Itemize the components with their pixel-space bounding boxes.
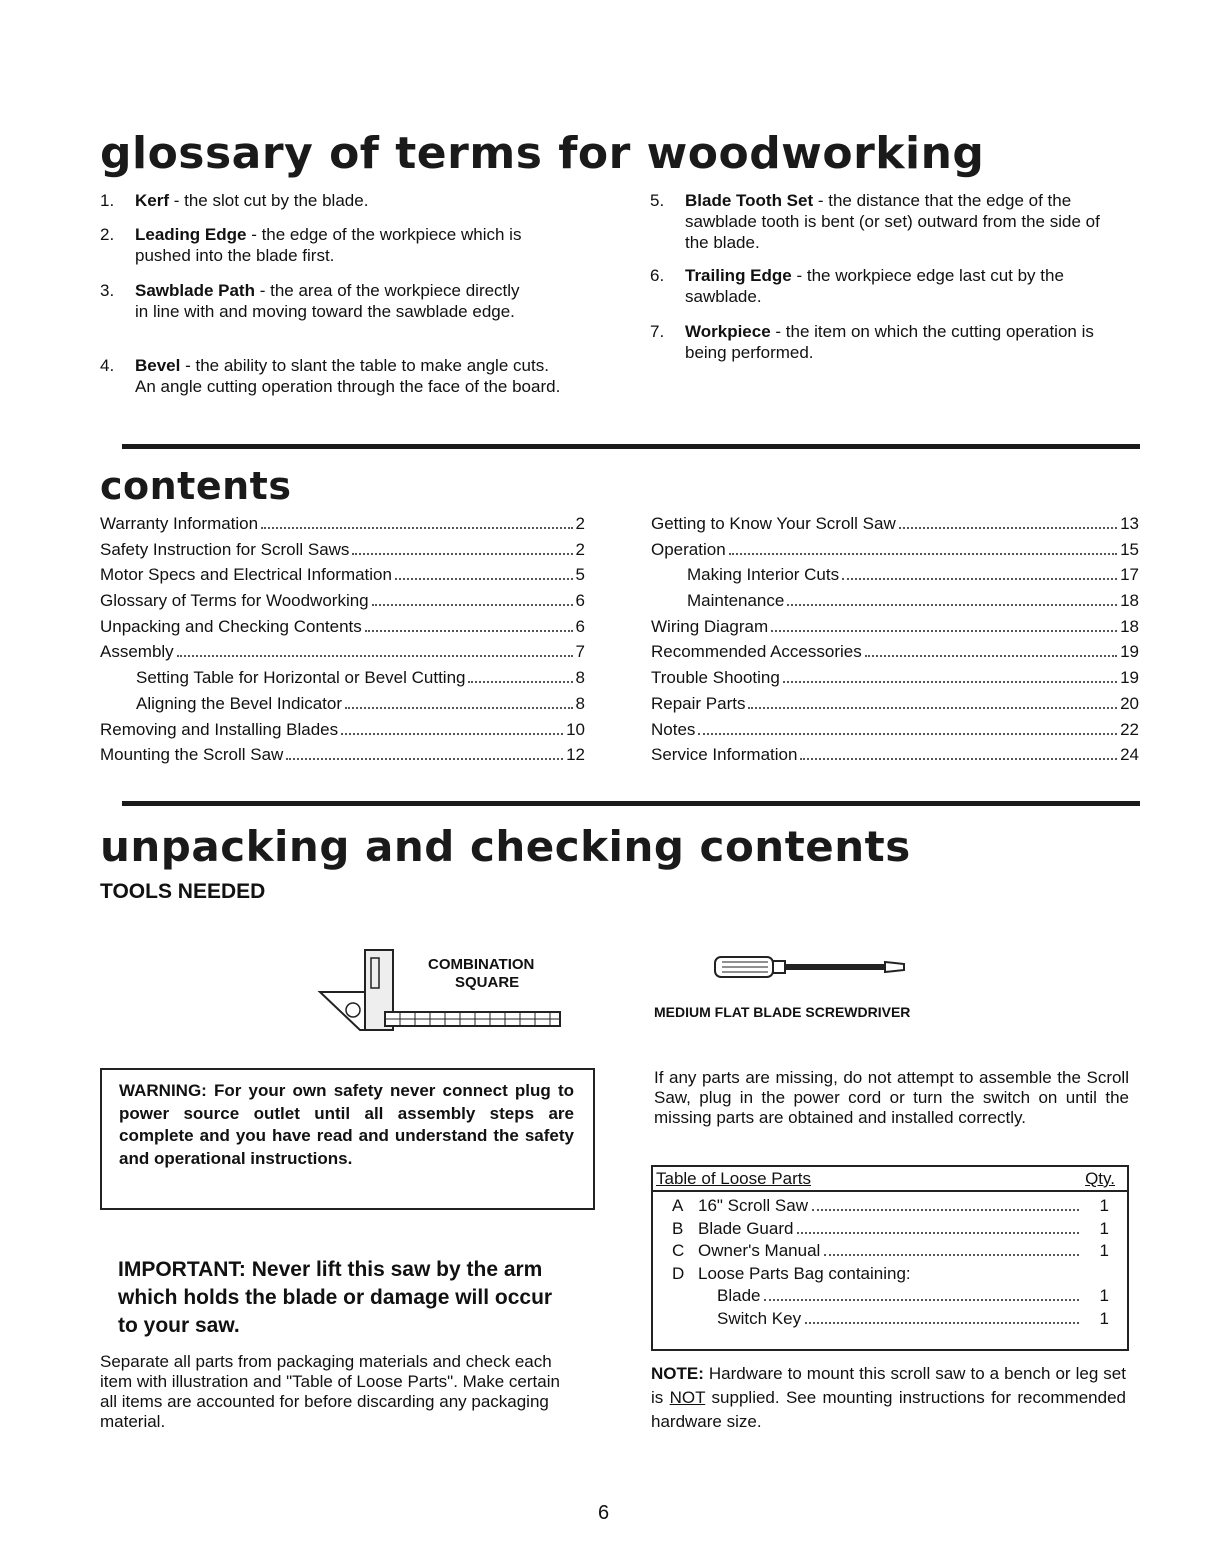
toc-entry: Safety Instruction for Scroll Saws 2 — [100, 539, 585, 559]
table-row: A 16" Scroll Saw 1 — [672, 1196, 1109, 1215]
divider-rule — [122, 444, 1140, 449]
page-number: 6 — [598, 1502, 610, 1524]
toc-entry: Operation 15 — [651, 539, 1139, 559]
table-row: D Loose Parts Bag containing: — [672, 1263, 911, 1283]
glossary-right-column — [650, 190, 1130, 365]
screwdriver-illustration — [712, 952, 912, 982]
toc-entry: Repair Parts 20 — [651, 693, 1139, 713]
combination-square-illustration — [315, 940, 565, 1035]
table-row: Switch Key 1 — [717, 1308, 1109, 1328]
glossary-item-3: 3. Sawblade Path - the area of the workpiece directly in line with and moving toward the sawblade edge. — [100, 281, 520, 321]
toc-entry: Mounting the Scroll Saw 12 — [100, 745, 585, 765]
toc-entry: Notes 22 — [651, 719, 1139, 739]
toc-entry: Making Interior Cuts 17 — [687, 565, 1139, 585]
toc-entry: Recommended Accessories 19 — [651, 642, 1139, 662]
toc-entry: Warranty Information 2 — [100, 514, 585, 533]
glossary-item-7: 7. Workpiece - the item on which the cutting operation is being performed. — [650, 322, 1094, 362]
toc-entry: Unpacking and Checking Contents 6 — [100, 616, 585, 636]
table-row: Blade 1 — [717, 1286, 1109, 1305]
loose-parts-header-rule — [653, 1190, 1127, 1192]
toc-entry: Maintenance 18 — [687, 591, 1139, 611]
loose-parts-table — [651, 1165, 1129, 1351]
combination-square-label-line1: COMBINATION — [428, 956, 535, 973]
missing-parts-paragraph: If any parts are missing, do not attempt to assemble the Scroll Saw, plug in the power cord or turn the switch on until the missing parts are obtained and installed correctly. — [654, 1068, 1129, 1127]
contents-right-list — [651, 514, 1139, 771]
glossary-title: glossary of terms for woodworking — [100, 128, 985, 179]
table-row: C Owner's Manual 1 — [672, 1241, 1109, 1260]
combination-square-label-line2: SQUARE — [455, 974, 520, 991]
separate-parts-paragraph: Separate all parts from packaging materials and check each item with illustration and "Table of Loose Parts". Make certain all items are accounted for before discarding any packaging material. — [100, 1352, 560, 1431]
level-vial — [346, 1003, 360, 1017]
screwdriver-shaft — [785, 964, 885, 970]
toc-entry: Aligning the Bevel Indicator 8 — [136, 693, 585, 713]
important-notice: IMPORTANT: Never lift this saw by the arm which holds the blade or damage will occur to your saw. — [118, 1258, 553, 1337]
unpacking-title: unpacking and checking contents — [100, 822, 911, 871]
toc-entry: Getting to Know Your Scroll Saw 13 — [651, 514, 1139, 533]
contents-left-list — [100, 514, 585, 771]
toc-entry: Glossary of Terms for Woodworking 6 — [100, 591, 585, 611]
warning-text: WARNING: For your own safety never connect plug to power source outlet until all assembly steps are complete and you have read and understand the safety and operational instructions. — [119, 1081, 574, 1168]
table-row: B Blade Guard 1 — [672, 1218, 1109, 1238]
loose-parts-header: Table of Loose Parts Qty. — [656, 1169, 1115, 1188]
hardware-note: NOTE: Hardware to mount this scroll saw to a bench or leg set is NOT supplied. See mounting instructions for recommended hardware size. — [651, 1364, 1126, 1431]
glossary-item-4: 4. Bevel - the ability to slant the table to make angle cuts. An angle cutting operation through the face of the board. — [100, 356, 561, 396]
glossary-item-5: 5. Blade Tooth Set - the distance that the edge of the sawblade tooth is bent (or set) outward from the side of the blade. — [650, 191, 1100, 252]
divider-rule — [122, 801, 1140, 806]
warning-box — [100, 1068, 595, 1210]
toc-entry: Wiring Diagram 18 — [651, 616, 1139, 636]
glossary-item-2: 2. Leading Edge - the edge of the workpiece which is pushed into the blade first. — [100, 225, 522, 265]
toc-entry: Trouble Shooting 19 — [651, 668, 1139, 688]
glossary-item-1: 1. Kerf - the slot cut by the blade. — [100, 191, 369, 210]
glossary-item-6: 6. Trailing Edge - the workpiece edge last cut by the sawblade. — [650, 266, 1064, 306]
toc-entry: Motor Specs and Electrical Information 5 — [100, 565, 585, 585]
screwdriver-tip — [885, 962, 904, 972]
screwdriver-label: MEDIUM FLAT BLADE SCREWDRIVER — [654, 1004, 911, 1020]
toc-entry: Service Information 24 — [651, 745, 1139, 765]
toc-entry: Assembly 7 — [100, 642, 585, 662]
contents-title: contents — [100, 464, 292, 508]
toc-entry: Removing and Installing Blades 10 — [100, 719, 585, 739]
glossary-left-column — [100, 190, 570, 418]
toc-entry: Setting Table for Horizontal or Bevel Cutting 8 — [136, 668, 585, 688]
tools-needed-heading: TOOLS NEEDED — [100, 880, 266, 903]
